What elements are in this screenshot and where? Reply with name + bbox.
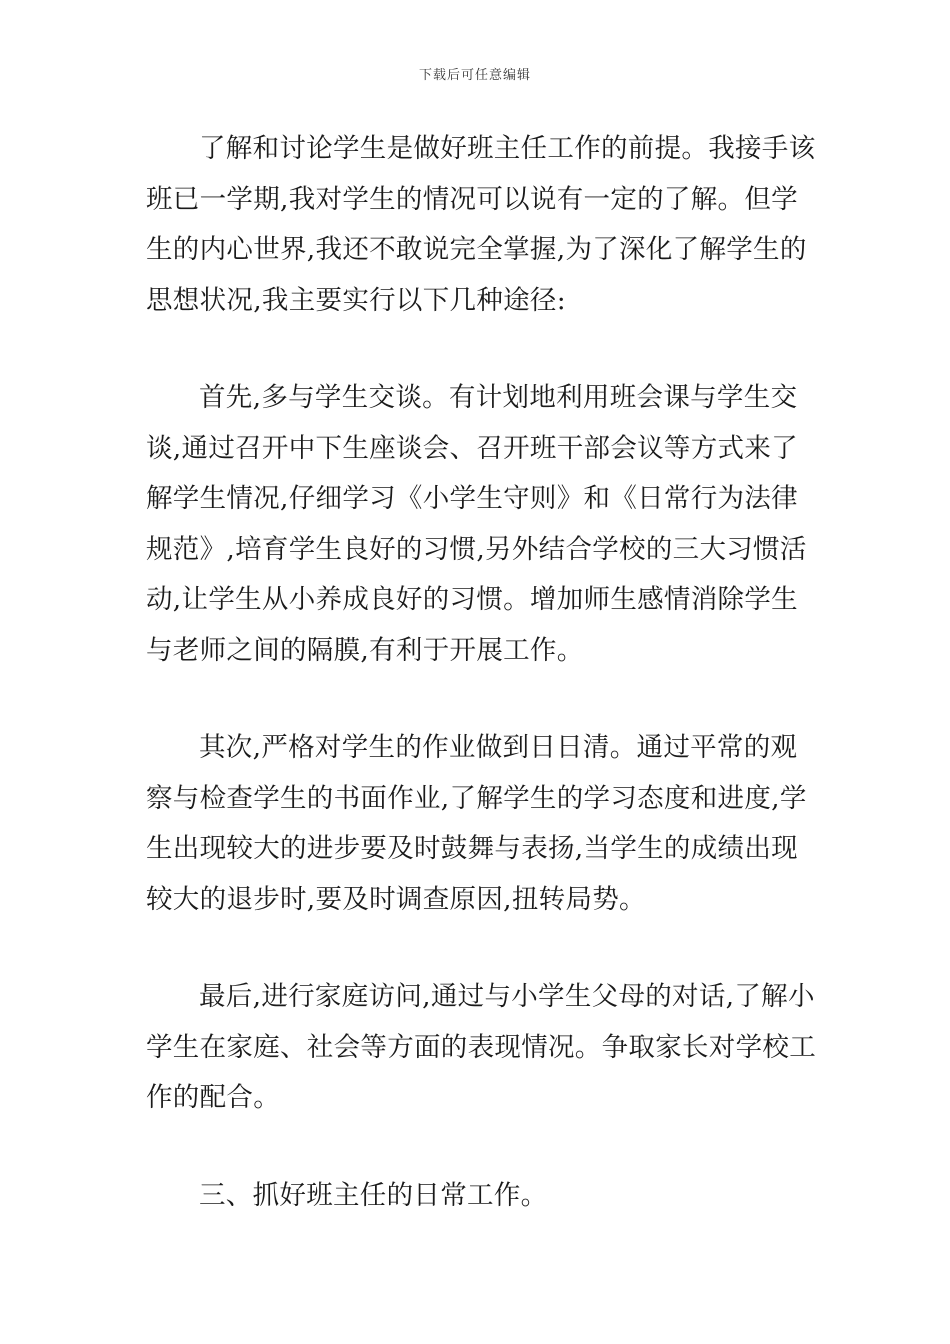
paragraph-understanding-students: 了解和讨论学生是做好班主任工作的前提。我接手该班已一学期,我对学生的情况可以说有一定的了解。但学生的内心世界,我还不敢说完全掌握,为了深化了解学生的思想状况,我主要实行以下几种途径: (146, 133, 816, 316)
paragraph-last-home-visit: 最后,进行家庭访问,通过与小学生父母的对话,了解小学生在家庭、社会等方面的表现情况。争取家长对学校工作的配合。 (146, 981, 816, 1113)
section-heading-daily-work: 三、抓好班主任的日常工作。 (199, 1179, 548, 1211)
page-header: 下载后可任意编辑 (418, 68, 531, 83)
paragraph-first-talk-with-students: 首先,多与学生交谈。有计划地利用班会课与学生交谈,通过召开中下生座谈会、召开班干部会议等方式来了解学生情况,仔细学习《小学生守则》和《日常行为法律规范》,培育学生良好的习惯,另外结合学校的三大习惯活动,让学生从小养成良好的习惯。增加师生感情消除学生与老师之间的隔膜,有利于开展工作。 (146, 382, 807, 666)
paragraph-second-homework: 其次,严格对学生的作业做到日日清。通过平常的观察与检查学生的书面作业,了解学生的学习态度和进度,学生出现较大的进步要及时鼓舞与表扬,当学生的成绩出现较大的退步时,要及时调查原因,扭转局势。 (146, 732, 807, 915)
document-body (146, 124, 822, 1221)
